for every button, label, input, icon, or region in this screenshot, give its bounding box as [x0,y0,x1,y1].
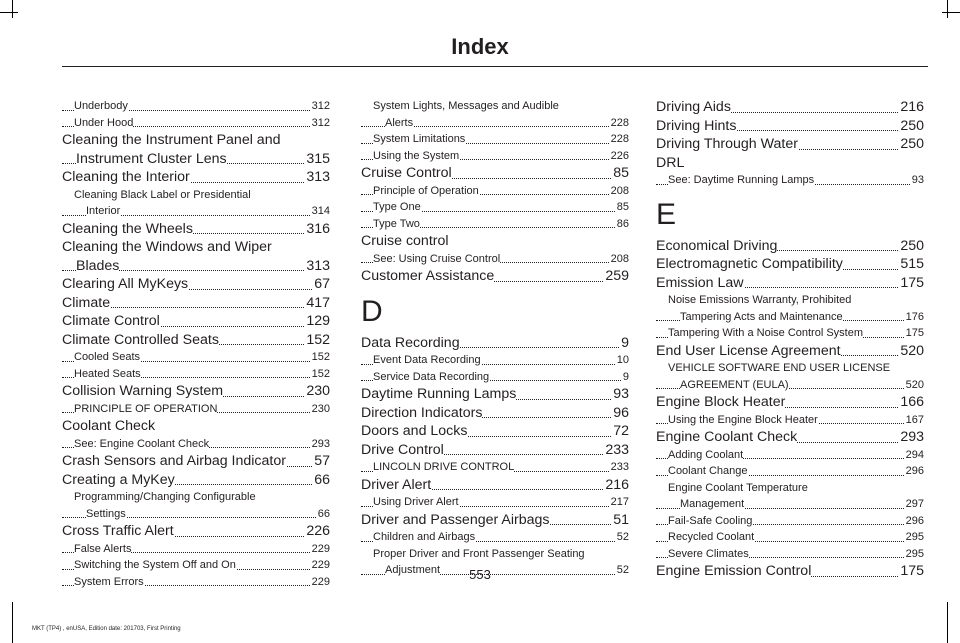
entry-label: Type One [373,199,421,216]
entry-page-number: 66 [317,506,330,523]
index-entry [62,168,330,187]
entry-page-number: 312 [311,115,330,132]
entry-label: Tampering Acts and Maintenance [680,309,843,326]
crop-mark [942,12,960,13]
entry-label: Cleaning the Wheels [62,220,193,237]
entry-page-number: 9 [621,334,629,351]
entry-label: Instrument Cluster Lens [76,150,227,167]
entry-page-number: 250 [900,136,924,152]
entry-page-number: 175 [900,274,924,291]
index-subentry [656,377,924,394]
entry-label: Under Hood [74,115,133,132]
index-entry [361,476,629,495]
entry-label: Fail-Safe Cooling [668,513,752,530]
entry-label: Service Data Recording [373,369,489,386]
index-subentry [656,529,924,546]
entry-label: Settings [86,506,126,523]
index-entry [62,417,330,436]
entry-label: Using the Engine Block Heater [668,412,818,429]
entry-page-number: 229 [311,574,330,591]
entry-label: Direction Indicators [361,404,483,421]
entry-page-number: 312 [311,98,330,115]
entry-label: Creating a MyKey [62,471,175,488]
index-entry [62,238,330,257]
index-subentry [62,436,330,453]
entry-page-number: 228 [610,115,629,132]
index-column-2 [361,98,629,579]
index-entry [361,404,629,423]
entry-page-number: 66 [314,471,330,488]
entry-page-number: 520 [905,377,924,394]
entry-label: System Lights, Messages and Audible [373,98,559,115]
index-column-3 [656,98,924,581]
index-entry [62,452,330,471]
index-subentry [656,172,924,189]
entry-label: Climate Controlled Seats [62,331,219,348]
index-subentry [656,360,924,377]
index-subentry [656,325,924,342]
entry-label: Driving Hints [656,117,737,134]
entry-label: Recycled Coolant [668,529,754,546]
index-subentry [361,115,629,132]
entry-page-number: 85 [613,165,629,181]
entry-label: Clearing All MyKeys [62,276,189,292]
index-entry [656,154,924,173]
crop-mark [0,12,18,13]
entry-page-number: 314 [311,203,330,220]
entry-page-number: 250 [900,117,924,134]
entry-label: Heated Seats [74,366,141,383]
entry-page-number: 226 [306,523,330,539]
entry-label: Engine Block Heater [656,394,786,410]
entry-label: Type Two [373,216,420,233]
index-subentry [62,541,330,558]
entry-page-number: 229 [311,557,330,574]
entry-page-number: 226 [610,148,629,165]
index-entry [361,385,629,404]
index-entry [361,164,629,183]
entry-label: Cleaning Black Label or Presidential [74,187,251,204]
index-subentry [62,489,330,506]
entry-page-number: 230 [311,401,330,418]
index-entry [62,275,330,294]
index-subentry [361,459,629,476]
entry-label: Collision Warning System [62,383,224,399]
entry-page-number: 313 [306,169,330,185]
index-subentry [62,349,330,366]
index-entry [656,393,924,412]
entry-page-number: 67 [314,276,330,292]
index-entry [361,267,629,286]
entry-label: Principle of Operation [373,183,479,200]
entry-label: Crash Sensors and Airbag Indicator [62,453,286,469]
entry-label: Severe Climates [668,546,749,563]
index-entry [656,274,924,293]
index-entry [361,232,629,251]
index-subentry [656,480,924,497]
entry-label: Adjustment [385,562,440,579]
entry-page-number: 96 [613,404,629,421]
index-subentry [62,366,330,383]
entry-page-number: 293 [311,436,330,453]
section-letter: D [361,294,383,328]
crop-mark [12,0,13,18]
entry-page-number: 520 [900,342,924,359]
entry-page-number: 152 [311,366,330,383]
entry-page-number: 175 [905,325,924,342]
entry-label: VEHICLE SOFTWARE END USER LICENSE [668,360,890,377]
entry-page-number: 208 [610,251,629,268]
entry-label: Driving Through Water [656,136,798,152]
index-subentry [62,115,330,132]
index-subentry [361,494,629,511]
entry-page-number: 52 [616,529,629,546]
index-subentry [62,506,330,523]
entry-label: Using the System [373,148,459,165]
entry-label: Engine Emission Control [656,563,812,579]
index-entry [656,135,924,154]
entry-page-number: 229 [311,541,330,558]
index-subentry [361,98,629,115]
index-subentry [656,463,924,480]
index-subentry [361,131,629,148]
entry-label: Electromagnetic Compatibility [656,256,843,272]
index-entry [62,220,330,239]
entry-page-number: 417 [306,294,330,311]
entry-label: False Alerts [74,541,131,558]
entry-page-number: 515 [900,256,924,272]
entry-page-number: 86 [616,216,629,233]
entry-label: Engine Coolant Temperature [668,480,808,497]
entry-label: Underbody [74,98,128,115]
index-subentry [361,546,629,563]
entry-label: PRINCIPLE OF OPERATION [74,401,217,418]
entry-label: See: Daytime Running Lamps [668,172,814,189]
index-subentry [656,309,924,326]
index-entry [656,117,924,136]
index-entry [62,131,330,150]
index-subentry [656,546,924,563]
entry-page-number: 250 [900,237,924,254]
index-subentry [62,98,330,115]
index-subentry [62,401,330,418]
entry-label: Engine Coolant Check [656,429,798,445]
entry-label: AGREEMENT (EULA) [680,377,789,394]
entry-page-number: 217 [610,494,629,511]
index-subentry [62,203,330,220]
entry-label: Driving Aids [656,99,731,115]
index-entry [361,441,629,460]
entry-label: Economical Driving [656,237,778,254]
entry-label: Alerts [385,115,413,132]
edition-footer: MKT (TP4) , enUSA, Edition date: 201703, First Printing [32,626,181,632]
entry-page-number: 315 [306,150,330,167]
entry-page-number: 296 [905,513,924,530]
entry-page-number: 52 [616,562,629,579]
entry-page-number: 259 [605,268,629,284]
entry-label: End User License Agreement [656,342,841,359]
index-subentry [656,496,924,513]
entry-page-number: 295 [905,546,924,563]
entry-page-number: 93 [613,386,629,402]
crop-mark [947,0,948,18]
entry-label: Event Data Recording [373,352,481,369]
entry-label: System Limitations [373,131,465,148]
entry-label: Tampering With a Noise Control System [668,325,863,342]
entry-page-number: 295 [905,529,924,546]
index-entry [62,471,330,490]
entry-page-number: 296 [905,463,924,480]
index-subentry [361,216,629,233]
index-subentry [62,187,330,204]
index-subentry [656,513,924,530]
entry-label: Programming/Changing Configurable [74,489,256,506]
entry-label: Adding Coolant [668,447,743,464]
section-letter: E [656,197,677,231]
title-divider [62,66,928,67]
entry-page-number: 228 [610,131,629,148]
entry-label: Cruise control [361,233,449,249]
entry-label: Data Recording [361,334,460,351]
index-entry [62,331,330,350]
entry-label: Cross Traffic Alert [62,523,174,539]
index-entry [361,422,629,441]
index-subentry [656,292,924,309]
index-entry [62,522,330,541]
index-entry [62,294,330,313]
page-title: Index [451,34,509,59]
entry-label: Switching the System Off and On [74,557,236,574]
entry-page-number: 208 [610,183,629,200]
entry-label: DRL [656,154,685,171]
entry-label: Climate Control [62,313,160,329]
entry-page-number: 216 [900,99,924,115]
entry-page-number: 72 [613,423,629,439]
index-subentry [361,529,629,546]
index-entry [62,257,330,276]
index-subentry [361,352,629,369]
entry-page-number: 85 [616,199,629,216]
index-subentry [656,447,924,464]
entry-label: System Errors [74,574,144,591]
entry-label: Using Driver Alert [373,494,459,511]
entry-page-number: 293 [900,429,924,445]
entry-label: Driver and Passenger Airbags [361,511,550,528]
entry-page-number: 57 [314,453,330,469]
index-subentry [656,412,924,429]
index-entry [656,237,924,256]
entry-page-number: 297 [905,496,924,513]
index-entry [361,511,629,530]
page-number: 553 [469,567,491,582]
entry-label: Blades [76,257,120,274]
entry-page-number: 167 [905,412,924,429]
entry-label: Coolant Check [62,418,156,434]
entry-page-number: 93 [911,172,924,189]
index-entry [656,428,924,447]
entry-page-number: 51 [613,511,629,528]
entry-page-number: 216 [605,476,629,493]
entry-label: Management [680,496,744,513]
index-entry [62,382,330,401]
index-entry [656,255,924,274]
entry-label: See: Engine Coolant Check [74,436,209,453]
entry-label: See: Using Cruise Control [373,251,500,268]
entry-page-number: 175 [900,563,924,579]
entry-page-number: 10 [616,352,629,369]
index-entry [62,150,330,169]
entry-label: Driver Alert [361,476,432,493]
crop-mark [12,602,13,643]
index-subentry [361,183,629,200]
entry-page-number: 233 [605,441,629,458]
entry-page-number: 152 [311,349,330,366]
entry-page-number: 230 [306,383,330,399]
entry-label: Cooled Seats [74,349,140,366]
entry-page-number: 233 [610,459,629,476]
entry-label: Customer Assistance [361,268,495,284]
index-subentry [361,199,629,216]
entry-label: Cleaning the Instrument Panel and [62,132,281,148]
entry-label: Cleaning the Windows and Wiper [62,239,272,255]
index-column-1 [62,98,330,590]
index-subentry [361,369,629,386]
entry-page-number: 294 [905,447,924,464]
entry-label: Coolant Change [668,463,748,480]
entry-page-number: 129 [306,313,330,329]
entry-label: LINCOLN DRIVE CONTROL [373,459,514,476]
entry-label: Climate [62,294,111,311]
entry-label: Drive Control [361,441,444,458]
entry-label: Emission Law [656,274,744,291]
entry-label: Daytime Running Lamps [361,386,517,402]
index-subentry [361,251,629,268]
entry-page-number: 9 [622,369,629,386]
entry-label: Noise Emissions Warranty, Prohibited [668,292,851,309]
entry-page-number: 313 [306,257,330,274]
crop-mark [947,602,948,643]
index-entry [361,334,629,353]
index-entry [62,312,330,331]
index-entry [656,342,924,361]
entry-label: Proper Driver and Front Passenger Seating [373,546,585,563]
entry-label: Children and Airbags [373,529,475,546]
entry-label: Interior [86,203,120,220]
entry-label: Cleaning the Interior [62,169,190,185]
entry-label: Cruise Control [361,165,452,181]
index-entry [656,98,924,117]
entry-page-number: 176 [905,309,924,326]
entry-page-number: 316 [306,220,330,237]
entry-page-number: 166 [900,394,924,410]
entry-page-number: 152 [306,331,330,348]
entry-label: Doors and Locks [361,423,468,439]
index-subentry [361,148,629,165]
